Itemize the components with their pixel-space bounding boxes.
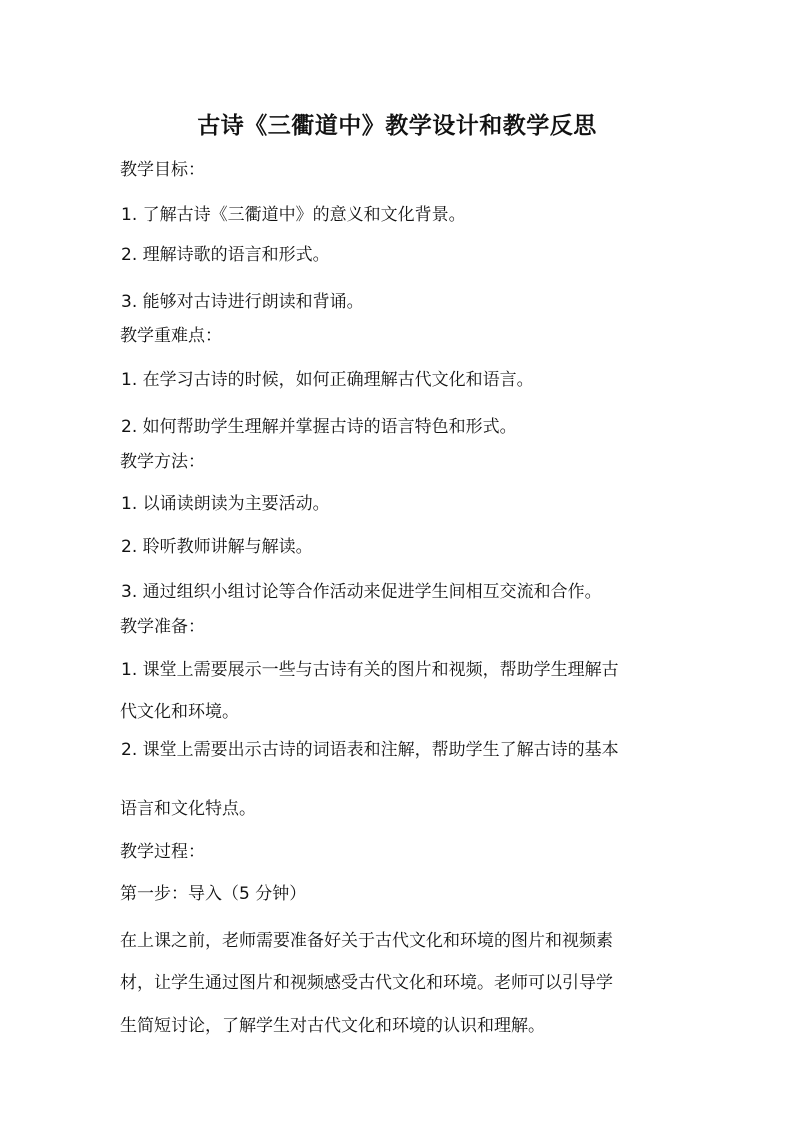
method-item-1: 1. 以诵读朗读为主要活动。 xyxy=(121,494,330,514)
section-heading-methods: 教学方法： xyxy=(120,452,205,472)
section-heading-key-points: 教学重难点： xyxy=(120,326,222,346)
preparation-item-2-line-2: 语言和文化特点。 xyxy=(120,799,256,819)
goal-item-3: 3. 能够对古诗进行朗读和背诵。 xyxy=(121,292,364,312)
document-title: 古诗《三衢道中》教学设计和教学反思 xyxy=(197,113,597,139)
process-step-1-line-1: 在上课之前，老师需要准备好关于古代文化和环境的图片和视频素 xyxy=(120,931,613,951)
preparation-item-1-line-2: 代文化和环境。 xyxy=(120,702,239,722)
process-step-1-heading: 第一步：导入（5 分钟） xyxy=(120,884,307,904)
section-heading-process: 教学过程： xyxy=(120,842,205,862)
goal-item-1: 1. 了解古诗《三衢道中》的意义和文化背景。 xyxy=(121,205,466,225)
key-point-item-2: 2. 如何帮助学生理解并掌握古诗的语言特色和形式。 xyxy=(121,417,517,437)
goal-item-2: 2. 理解诗歌的语言和形式。 xyxy=(121,245,330,265)
section-heading-goals: 教学目标： xyxy=(120,160,205,180)
key-point-item-1: 1. 在学习古诗的时候，如何正确理解古代文化和语言。 xyxy=(121,370,534,390)
preparation-item-1-line-1: 1. 课堂上需要展示一些与古诗有关的图片和视频，帮助学生理解古 xyxy=(121,660,619,680)
preparation-item-2-line-1: 2. 课堂上需要出示古诗的词语表和注解，帮助学生了解古诗的基本 xyxy=(121,740,619,760)
process-step-1-line-3: 生简短讨论，了解学生对古代文化和环境的认识和理解。 xyxy=(120,1016,545,1036)
method-item-2: 2. 聆听教师讲解与解读。 xyxy=(121,537,313,557)
method-item-3: 3. 通过组织小组讨论等合作活动来促进学生间相互交流和合作。 xyxy=(121,582,602,602)
process-step-1-line-2: 材，让学生通过图片和视频感受古代文化和环境。老师可以引导学 xyxy=(120,973,613,993)
section-heading-preparation: 教学准备： xyxy=(120,617,205,637)
